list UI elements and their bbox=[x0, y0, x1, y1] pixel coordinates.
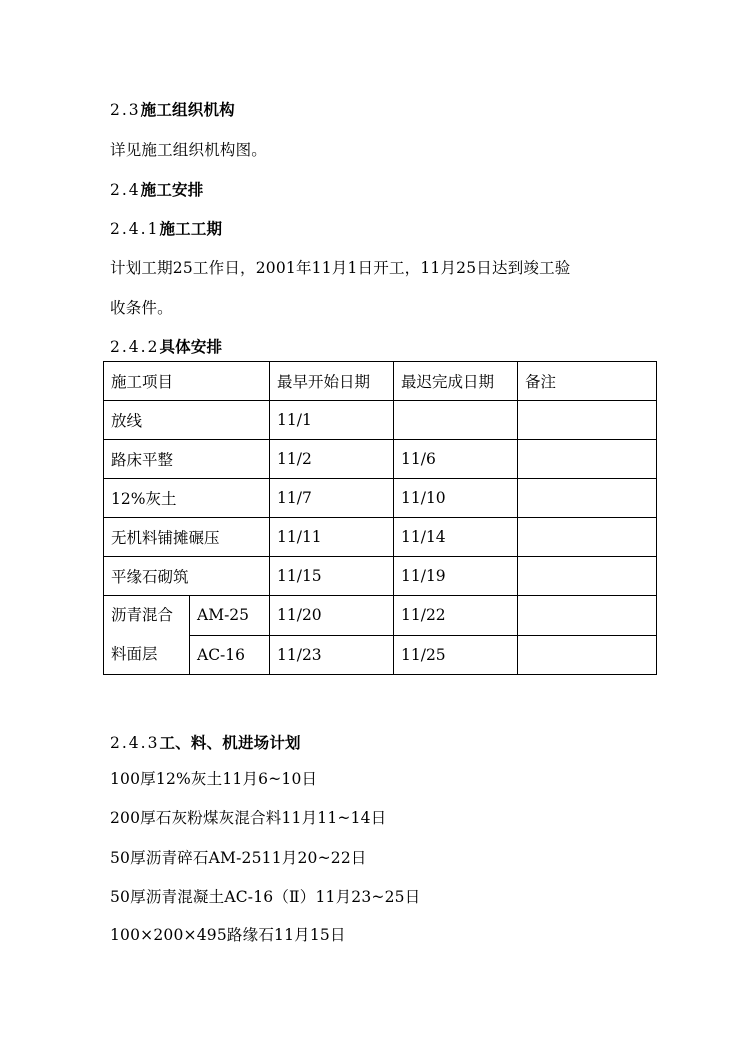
header-cell-end: 最迟完成日期 bbox=[394, 362, 518, 401]
cell-note bbox=[518, 518, 657, 557]
table-row bbox=[104, 479, 657, 518]
cell-start: 11/2 bbox=[270, 440, 394, 479]
schedule-table bbox=[103, 361, 657, 675]
group-label-line2: 料面层 bbox=[111, 645, 158, 663]
cell-start: 11/7 bbox=[270, 479, 394, 518]
heading-2-4-1 bbox=[110, 217, 222, 239]
cell-end bbox=[394, 401, 518, 440]
cell-note bbox=[518, 479, 657, 518]
section-number: 2.4 bbox=[110, 181, 141, 199]
section-number: 2.4.3 bbox=[110, 734, 160, 752]
table-row bbox=[104, 596, 657, 636]
plan-item: 100厚12%灰土11月6~10日 bbox=[110, 770, 318, 788]
cell-start: 11/20 bbox=[270, 596, 394, 636]
header-cell-item: 施工项目 bbox=[104, 362, 270, 401]
cell-start: 11/11 bbox=[270, 518, 394, 557]
cell-note bbox=[518, 596, 657, 636]
plan-item: 50厚沥青混凝土AC-16（Ⅱ）11月23~25日 bbox=[110, 888, 421, 906]
section-number: 2.3 bbox=[110, 101, 141, 119]
cell-group-label bbox=[104, 596, 190, 675]
cell-end: 11/19 bbox=[394, 557, 518, 596]
cell-start: 11/23 bbox=[270, 635, 394, 675]
heading-2-4-2 bbox=[110, 335, 222, 357]
table-row bbox=[104, 401, 657, 440]
cell-start: 11/15 bbox=[270, 557, 394, 596]
cell-end: 11/6 bbox=[394, 440, 518, 479]
cell-item: 无机料铺摊碾压 bbox=[104, 518, 270, 557]
cell-item: 12%灰土 bbox=[104, 479, 270, 518]
table-row bbox=[104, 557, 657, 596]
table-row bbox=[104, 518, 657, 557]
paragraph-org-chart: 详见施工组织机构图。 bbox=[110, 141, 268, 159]
header-cell-start: 最早开始日期 bbox=[270, 362, 394, 401]
header-cell-note: 备注 bbox=[518, 362, 657, 401]
heading-2-4 bbox=[110, 178, 203, 200]
heading-2-4-3 bbox=[110, 731, 301, 753]
cell-note bbox=[518, 401, 657, 440]
cell-item: 放线 bbox=[104, 401, 270, 440]
plan-item: 100×200×495路缘石11月15日 bbox=[110, 926, 346, 944]
cell-item: 路床平整 bbox=[104, 440, 270, 479]
cell-subitem: AM-25 bbox=[190, 596, 270, 636]
group-label-line1: 沥青混合 bbox=[111, 606, 174, 624]
cell-note bbox=[518, 557, 657, 596]
cell-subitem: AC-16 bbox=[190, 635, 270, 675]
plan-item: 50厚沥青碎石AM-2511月20~22日 bbox=[110, 849, 367, 867]
table-header-row bbox=[104, 362, 657, 401]
section-title: 施工安排 bbox=[140, 180, 204, 199]
cell-start: 11/1 bbox=[270, 401, 394, 440]
cell-end: 11/10 bbox=[394, 479, 518, 518]
cell-end: 11/14 bbox=[394, 518, 518, 557]
cell-note bbox=[518, 635, 657, 675]
section-title: 施工组织机构 bbox=[140, 100, 235, 119]
cell-end: 11/25 bbox=[394, 635, 518, 675]
cell-end: 11/22 bbox=[394, 596, 518, 636]
section-title: 具体安排 bbox=[159, 337, 223, 356]
section-number: 2.4.2 bbox=[110, 338, 160, 356]
paragraph-schedule-line2: 收条件。 bbox=[110, 299, 173, 317]
paragraph-schedule-line1: 计划工期25工作日，2001年11月1日开工，11月25日达到竣工验 bbox=[110, 259, 571, 277]
section-title: 工、料、机进场计划 bbox=[159, 733, 301, 752]
heading-2-3 bbox=[110, 98, 235, 120]
cell-item: 平缘石砌筑 bbox=[104, 557, 270, 596]
plan-item: 200厚石灰粉煤灰混合料11月11~14日 bbox=[110, 809, 387, 827]
section-title: 施工工期 bbox=[159, 219, 223, 238]
table-row bbox=[104, 440, 657, 479]
section-number: 2.4.1 bbox=[110, 220, 160, 238]
cell-note bbox=[518, 440, 657, 479]
